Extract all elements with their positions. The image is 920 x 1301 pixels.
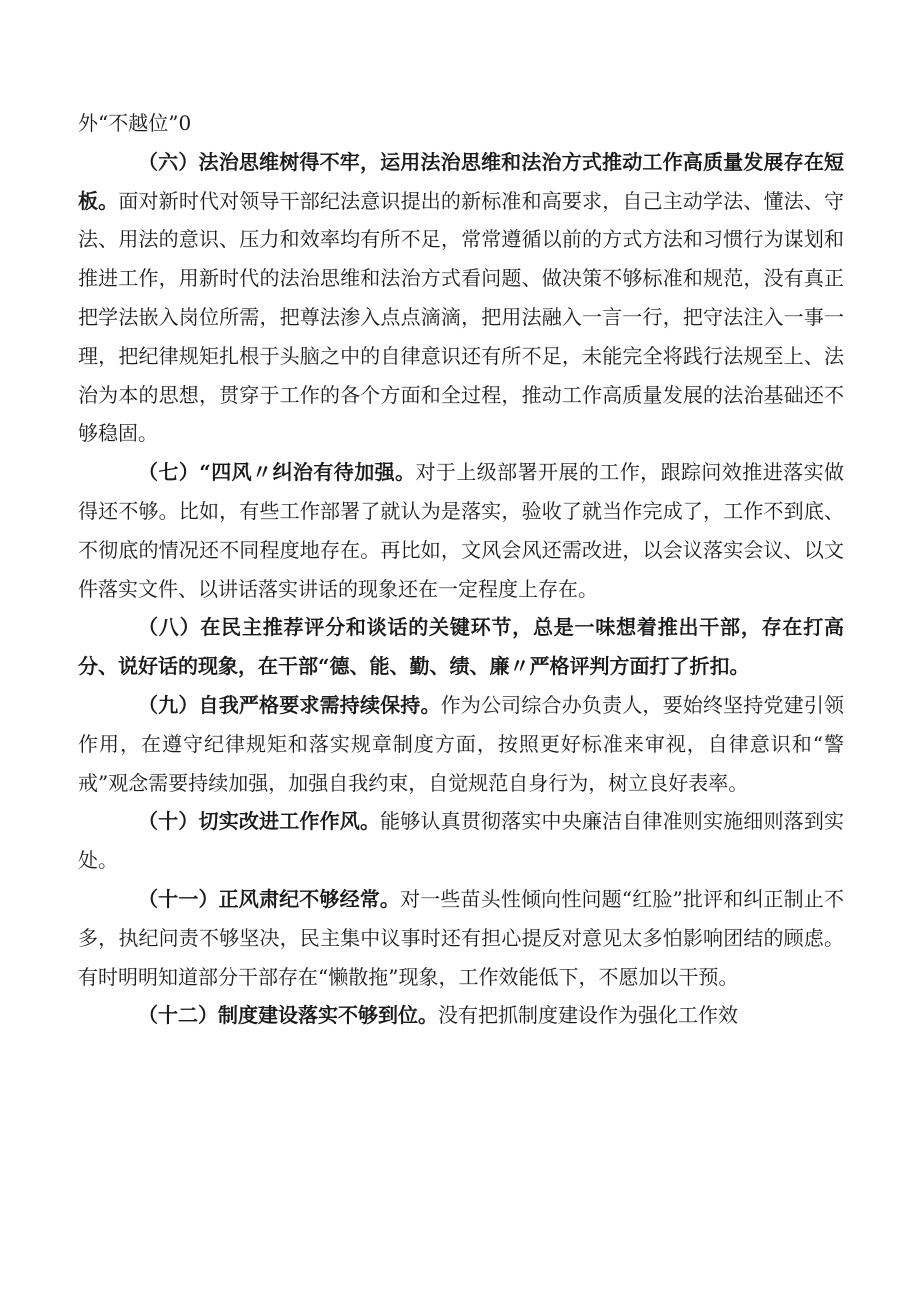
paragraph-text: 作为公司综合办负责人，要始终坚持党建引领作用，在遵守纪律规矩和落实规章制度方面，按照更好标准来审视，自律意识和“警戒”观念需要持续加强，加强自我约束，自觉规范自身行为，树立良好表率。	[78, 692, 845, 795]
paragraph-item-8	[78, 608, 844, 686]
paragraph-text: 对于上级部署开展的工作，跟踪问效推进落实做得还不够。比如，有些工作部署了就认为是落实，验收了就当作完成了，工作不到底、不彻底的情况还不同程度地存在。再比如，文风会风还需改进，以会议落实会议、以文件落实文件、以讲话落实讲话的现象还在一定程度上存在。	[78, 460, 844, 601]
document-body	[78, 104, 844, 1035]
paragraph-item-7	[78, 453, 844, 608]
paragraph-text: 能够认真贯彻落实中央廉洁自律准则实施细则落到实处。	[78, 809, 845, 873]
paragraph-item-9	[78, 686, 844, 802]
paragraph-item-6	[78, 143, 844, 453]
paragraph-text: 外“不越位”0	[78, 111, 192, 135]
paragraph-item-11	[78, 880, 844, 996]
paragraph-item-12	[78, 996, 844, 1035]
paragraph-continuation	[78, 104, 844, 143]
paragraph-heading: （八）在民主推荐评分和谈话的关键环节，总是一味想着推出干部，存在打高分、说好话的现象，在干部“德、能、勤、绩、廉〃严格评判方面打了折扣。	[78, 615, 844, 679]
paragraph-heading: （九）自我严格要求需持续保持。	[138, 692, 441, 717]
paragraph-heading: （十二）制度建设落实不够到位。	[138, 1003, 438, 1028]
paragraph-text: 面对新时代对领导干部纪法意识提出的新标准和高要求，自己主动学法、懂法、守法、用法的意识、压力和效率均有所不足，常常遵循以前的方式方法和习惯行为谋划和推进工作，用新时代的法治思维和法治方式看问题、做决策不够标准和规范，没有真正把学法嵌入岗位所需，把尊法渗入点点滴滴，把用法融入一言一行，把守法注入一事一理，把纪律规矩扎根于头脑之中的自律意识还有所不足，未能完全将践行法规至上、法治为本的思想，贯穿于工作的各个方面和全过程，推动工作高质量发展的法治基础还不够稳固。	[78, 188, 845, 446]
paragraph-heading: （十）切实改进工作作风。	[138, 809, 381, 834]
paragraph-heading: （七）“四风〃纠治有待加强。	[138, 460, 416, 485]
paragraph-item-10	[78, 802, 844, 880]
paragraph-heading: （六）法治思维树得不牢，运用法治思维和法治方式推动工作高质量发展存在短板。	[78, 149, 844, 213]
paragraph-text: 对一些苗头性倾向性问题“红脸”批评和纠正制止不多，执纪问责不够坚决，民主集中议事时还有担心提反对意见太多怕影响团结的顾虑。有时明明知道部分干部存在“懒散拖”现象，工作效能低下，不愿加以干预。	[78, 886, 844, 989]
paragraph-heading: （十一）正风肃纪不够经常。	[138, 886, 401, 911]
paragraph-text: 没有把抓制度建设作为强化工作效	[438, 1003, 738, 1028]
